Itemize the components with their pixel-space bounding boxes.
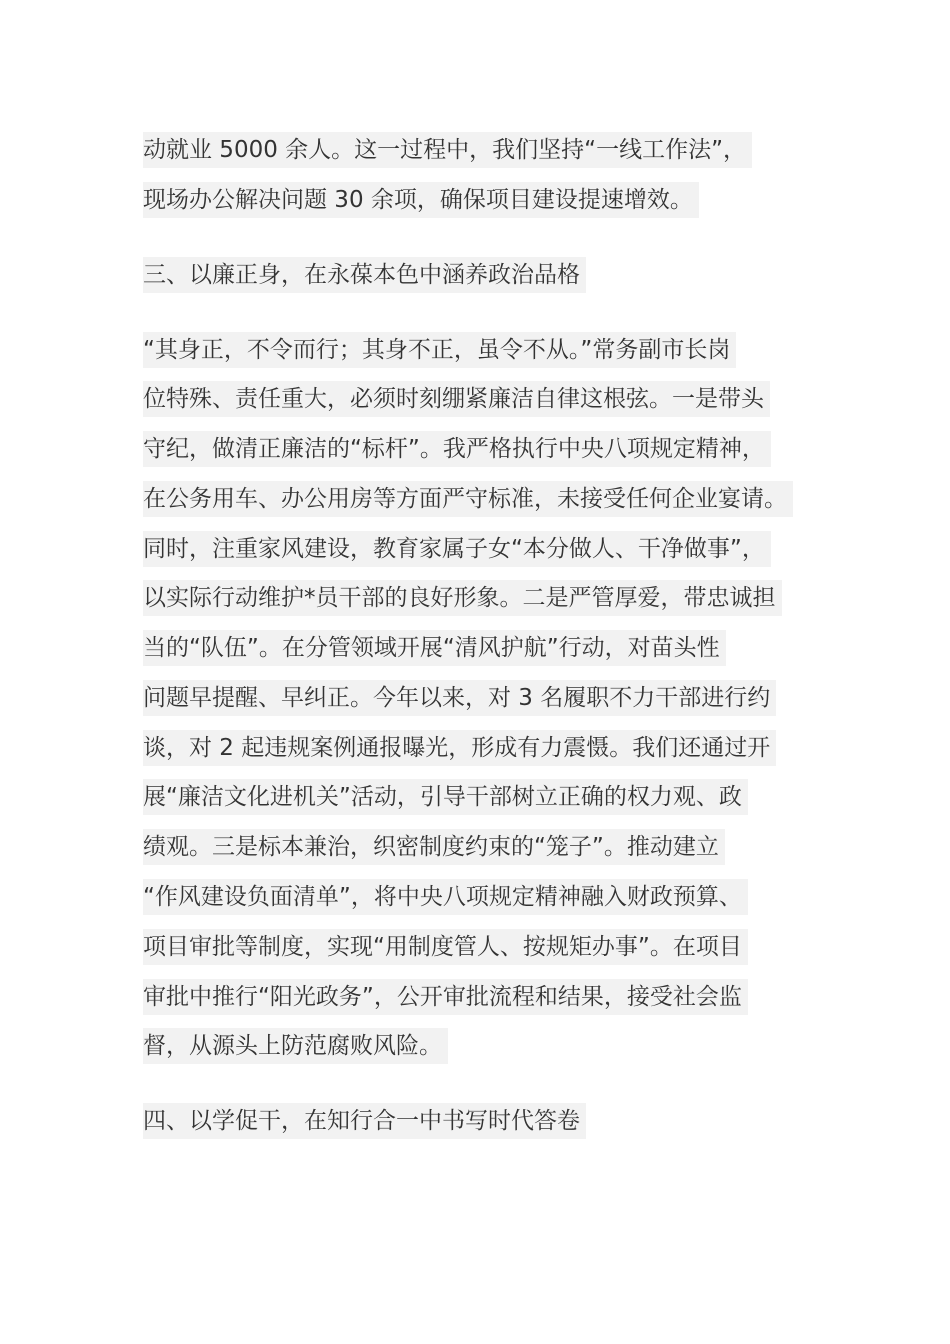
paragraph-line: 同时，注重家风建设，教育家属子女“本分做人、干净做事”，: [143, 531, 771, 567]
paragraph-line: 绩观。三是标本兼治，织密制度约束的“笼子”。推动建立: [143, 829, 725, 865]
paragraph-line: 在公务用车、办公用房等方面严守标准，未接受任何企业宴请。: [143, 481, 793, 517]
paragraph-line: 谈，对 2 起违规案例通报曝光，形成有力震慑。我们还通过开: [143, 730, 776, 766]
section-heading: 三、以廉正身，在永葆本色中涵养政治品格: [143, 257, 586, 293]
paragraph-line: 守纪，做清正廉洁的“标杆”。我严格执行中央八项规定精神，: [143, 431, 771, 467]
paragraph-line: 审批中推行“阳光政务”，公开审批流程和结果，接受社会监: [143, 979, 748, 1015]
paragraph-line: 现场办公解决问题 30 余项，确保项目建设提速增效。: [143, 182, 699, 218]
paragraph-line: 动就业 5000 余人。这一过程中，我们坚持“一线工作法”，: [143, 132, 752, 168]
paragraph-line: 以实际行动维护*员干部的良好形象。二是严管厚爱，带忠诚担: [143, 580, 782, 616]
paragraph-line: 当的“队伍”。在分管领域开展“清风护航”行动，对苗头性: [143, 630, 726, 666]
paragraph-line: “其身正，不令而行；其身不正，虽令不从。”常务副市长岗: [143, 332, 736, 368]
paragraph-line: 督，从源头上防范腐败风险。: [143, 1028, 448, 1064]
paragraph-line: 项目审批等制度，实现“用制度管人、按规矩办事”。在项目: [143, 929, 748, 965]
paragraph-line: 位特殊、责任重大，必须时刻绷紧廉洁自律这根弦。一是带头: [143, 381, 770, 417]
paragraph-line: “作风建设负面清单”，将中央八项规定精神融入财政预算、: [143, 879, 748, 915]
paragraph-line: 展“廉洁文化进机关”活动，引导干部树立正确的权力观、政: [143, 779, 748, 815]
paragraph-line: 问题早提醒、早纠正。今年以来，对 3 名履职不力干部进行约: [143, 680, 776, 716]
section-heading: 四、以学促干，在知行合一中书写时代答卷: [143, 1103, 586, 1139]
